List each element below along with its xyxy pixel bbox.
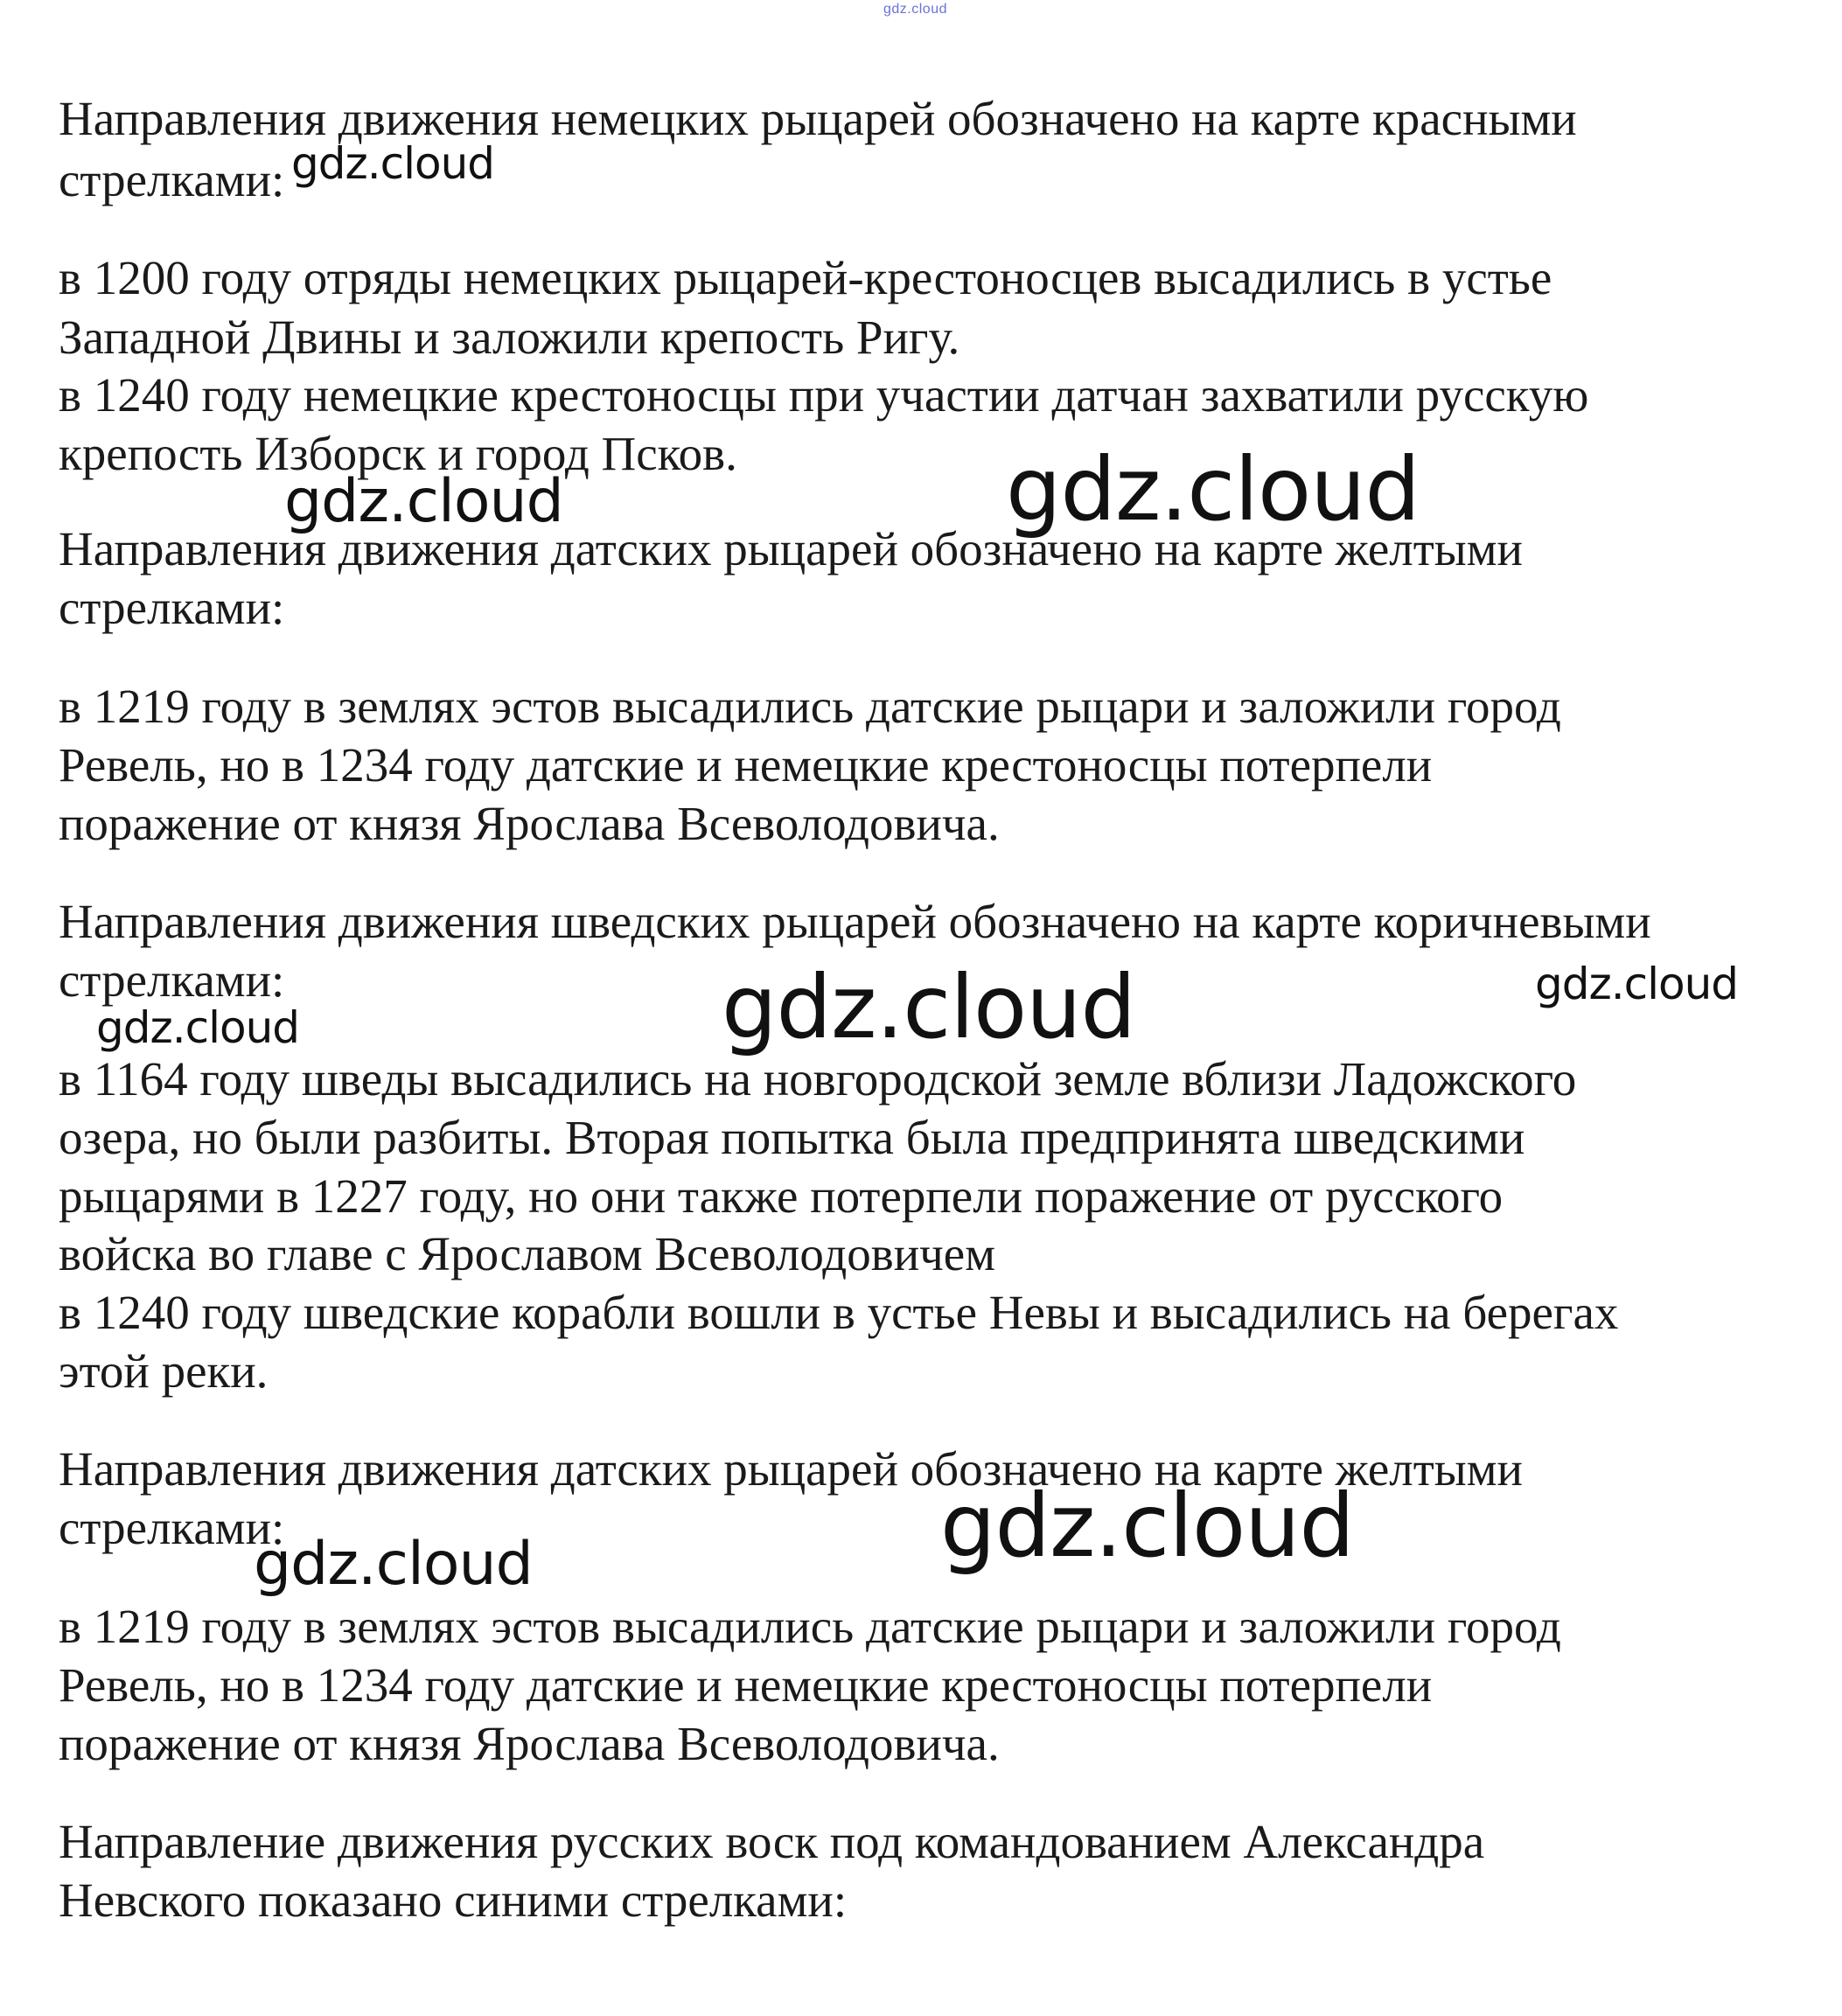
text-line: Невского показано синими стрелками: [59,1873,848,1927]
watermark: gdz.cloud [940,1475,1355,1577]
text-line: Направления движения немецких рыцарей обозначено на карте красными [59,92,1577,145]
watermark: gdz.cloud [254,1530,533,1599]
text-line: Ревель, но в 1234 году датские и немецкие крестоносцы потерпели [59,1658,1433,1712]
text-line: стрелками: [59,953,285,1007]
text-line: войска во главе с Ярославом Всеволодовичем [59,1227,996,1280]
text-line: в 1240 году шведские корабли вошли в устье Невы и высадились на берегах [59,1286,1619,1339]
watermark: gdz.cloud [1535,959,1739,1009]
watermark: gdz.cloud [1006,438,1420,541]
text-line: Ревель, но в 1234 году датские и немецкие крестоносцы потерпели [59,738,1433,792]
watermark: gdz.cloud [291,138,495,189]
text-line: в 1219 году в землях эстов высадились датские рыцари и заложили город [59,680,1561,733]
text-line: Направления движения датских рыцарей обозначено на карте желтыми [59,1442,1523,1496]
watermark: gdz.cloud [284,467,563,536]
text-line: Направления движения шведских рыцарей обозначено на карте коричневыми [59,895,1651,948]
text-line: поражение от князя Ярослава Всеволодовича. [59,797,1000,850]
text-line: этой реки. [59,1344,269,1398]
text-line: в 1219 году в землях эстов высадились датские рыцари и заложили город [59,1600,1561,1653]
text-line: Направления движения датских рыцарей обозначено на карте желтыми [59,522,1523,576]
text-line: поражение от князя Ярослава Всеволодовича. [59,1717,1000,1770]
source-mark: gdz.cloud [883,2,947,17]
text-line: Направление движения русских воск под командованием Александра [59,1815,1485,1868]
text-line: крепость Изборск и город Псков. [59,427,737,480]
text-line: озера, но были разбиты. Вторая попытка была предпринята шведскими [59,1111,1525,1164]
text-line: стрелками: [59,581,285,634]
text-line: стрелками: [59,1501,285,1554]
text-line: в 1164 году шведы высадились на новгородской земле вблизи Ладожского [59,1052,1577,1106]
text-line: стрелками: [59,153,285,206]
text-line: Западной Двины и заложили крепость Ригу. [59,310,960,364]
watermark: gdz.cloud [96,1002,300,1053]
watermark: gdz.cloud [722,956,1136,1058]
text-line: рыцарями в 1227 году, но они также потерпели поражение от русского [59,1169,1504,1223]
text-line: в 1200 году отряды немецких рыцарей-крестоносцев высадились в устье [59,251,1552,304]
text-line: в 1240 году немецкие крестоносцы при участии датчан захватили русскую [59,368,1589,422]
